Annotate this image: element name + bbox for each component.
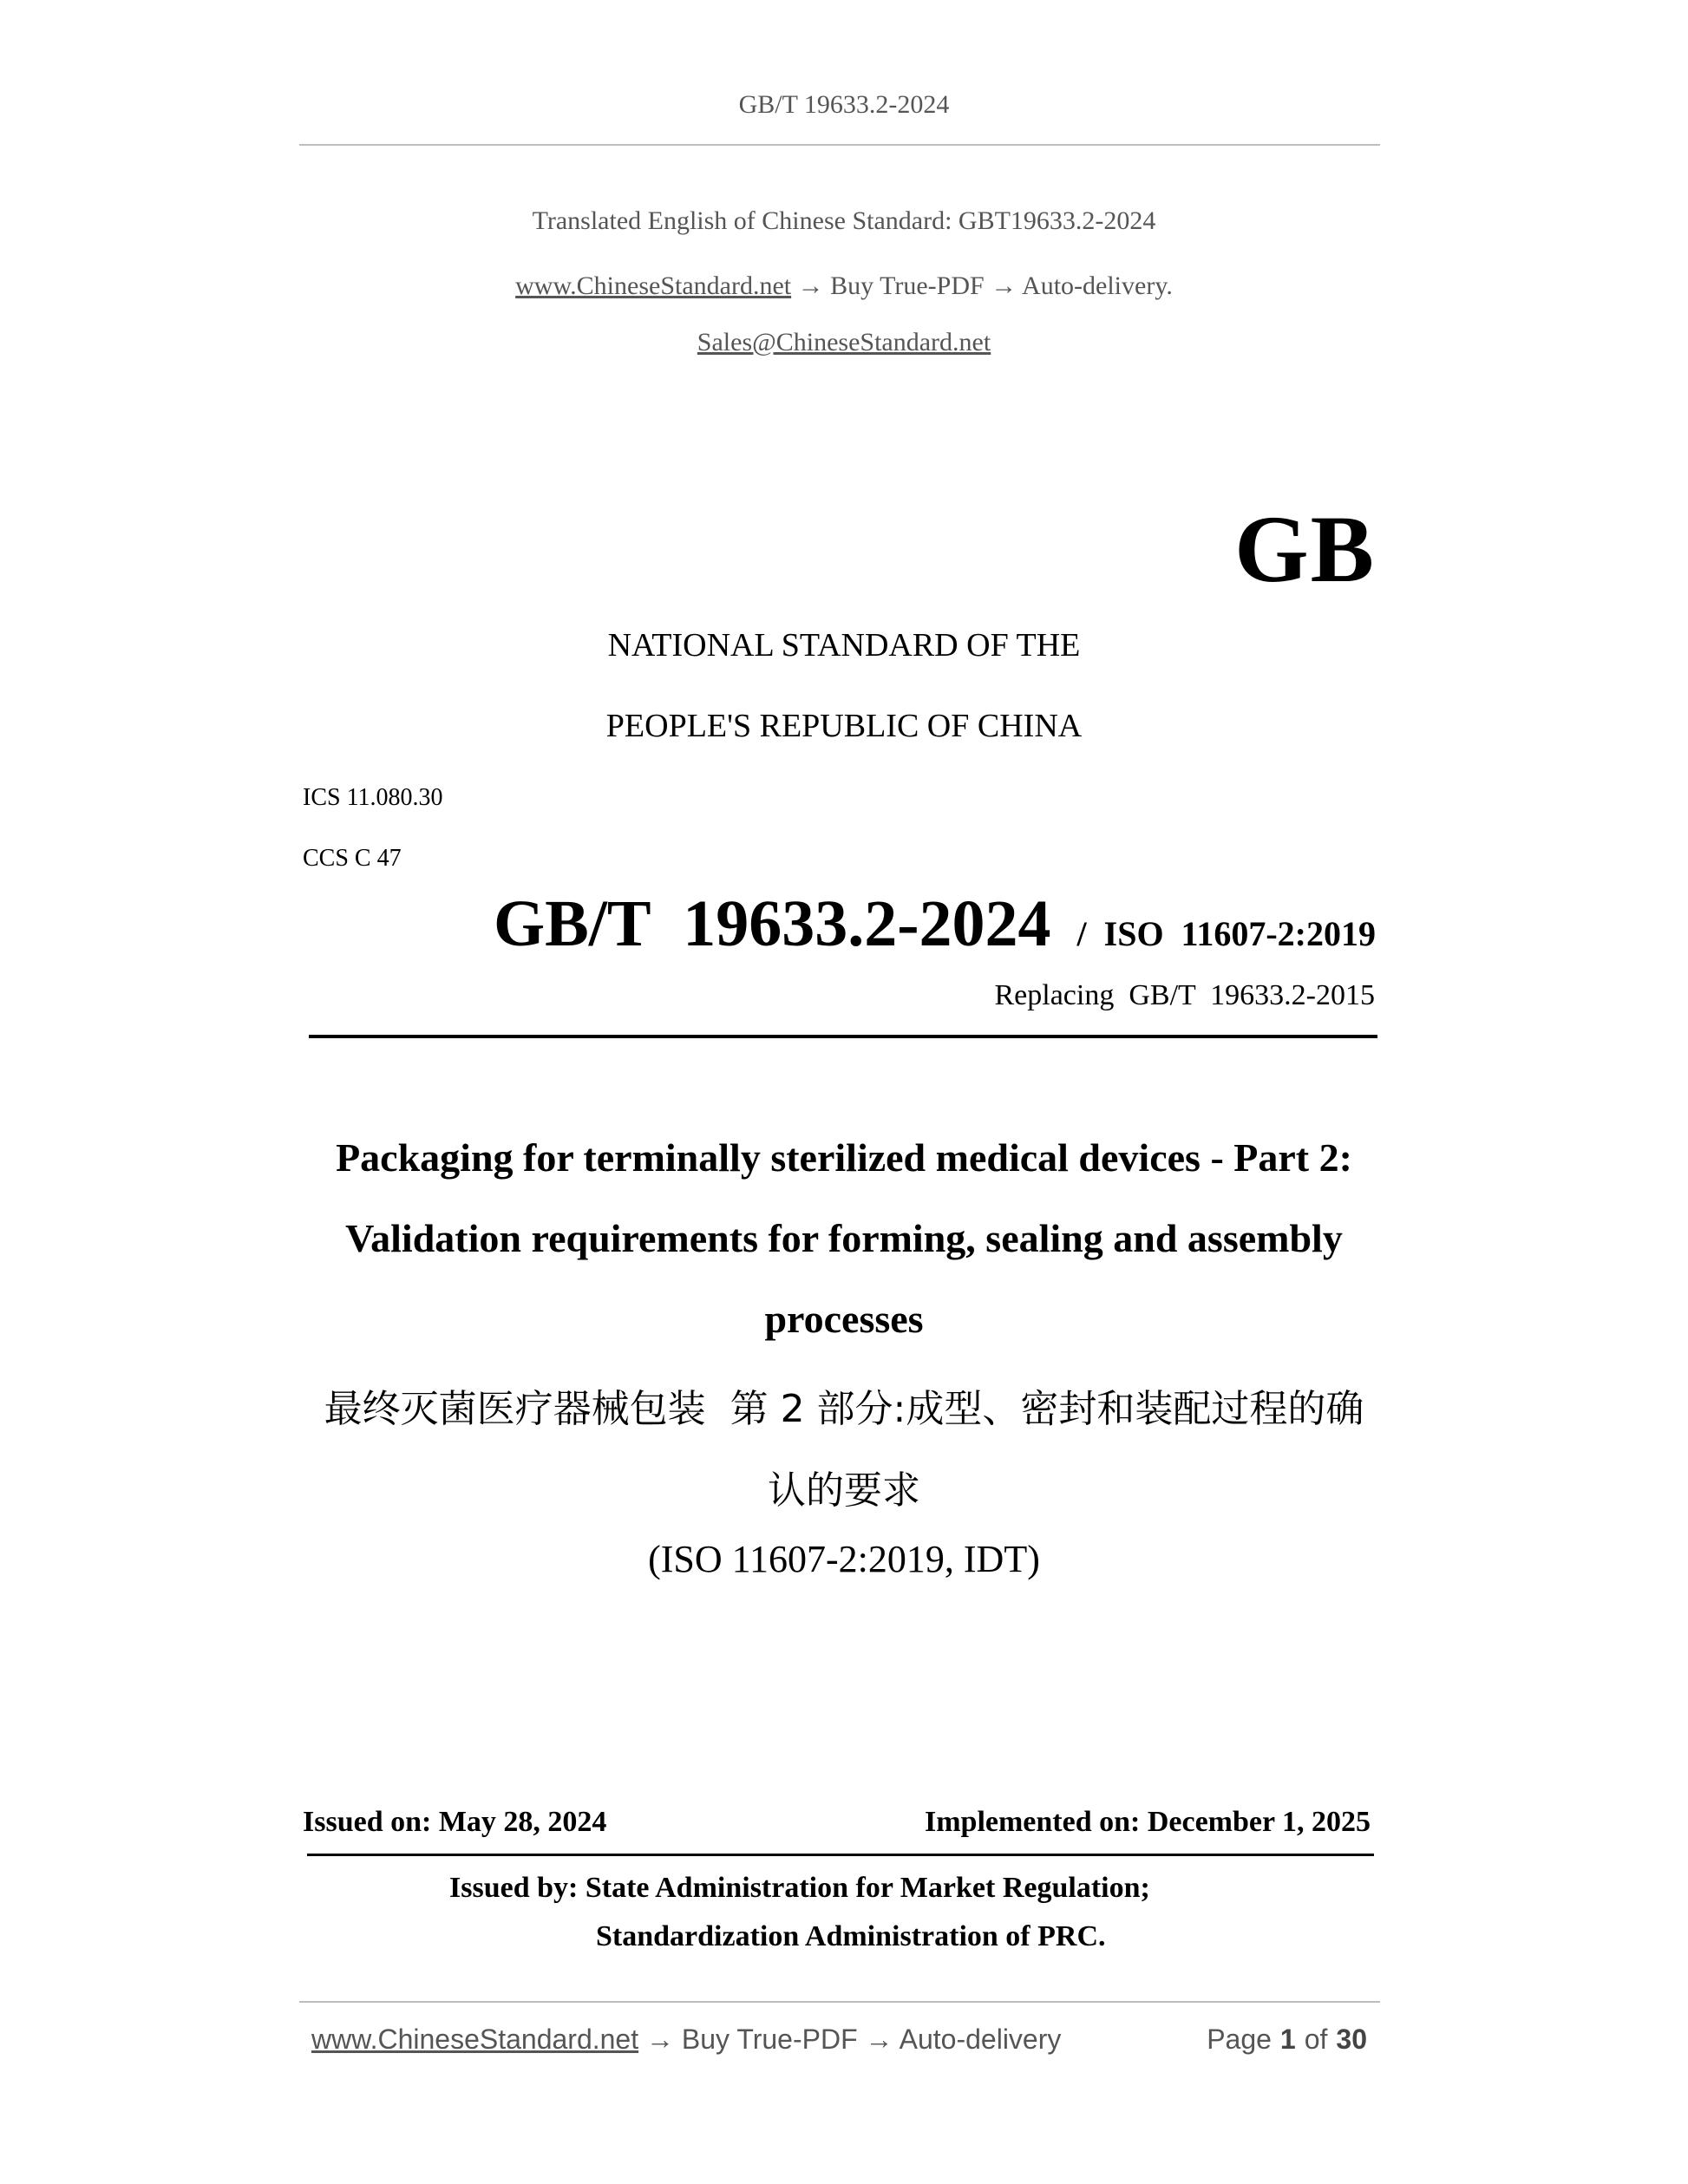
issuer-line1: Issued by: State Administration for Market Regulation;: [449, 1872, 1150, 1904]
page-indicator: [1207, 2024, 1367, 2056]
footer-promo-text: → Buy True-PDF → Auto-delivery: [646, 2024, 1062, 2055]
issuer-line2: Standardization Administration of PRC.: [596, 1920, 1106, 1952]
gb-logo: GB: [1234, 496, 1376, 602]
page-total: 30: [1336, 2024, 1367, 2055]
header-divider: [299, 144, 1380, 146]
title-english-line3: processes: [764, 1297, 924, 1341]
promo-line: [0, 271, 1688, 301]
title-divider: [309, 1035, 1377, 1038]
iso-reference: / ISO 11607-2:2019: [1076, 914, 1376, 953]
sales-line: [0, 328, 1688, 357]
page-of-label: of: [1304, 2024, 1328, 2055]
adoption-note: (ISO 11607-2:2019, IDT): [648, 1538, 1040, 1580]
title-chinese-line2: 认的要求: [768, 1468, 920, 1513]
title-english-line2: Validation requirements for forming, sealing and assembly: [345, 1216, 1343, 1260]
national-title-line1: NATIONAL STANDARD OF THE: [607, 627, 1081, 664]
issued-date: Issued on: May 28, 2024: [303, 1806, 607, 1838]
dates-divider: [307, 1854, 1374, 1856]
sales-email-link[interactable]: Sales@ChineseStandard.net: [697, 328, 991, 356]
national-title-line2: PEOPLE'S REPUBLIC OF CHINA: [605, 708, 1083, 744]
ics-code: ICS 11.080.30: [303, 784, 443, 811]
translation-notice: Translated English of Chinese Standard: GBT19633.2-2024: [532, 206, 1156, 235]
implemented-date: Implemented on: December 1, 2025: [924, 1806, 1371, 1838]
footer-divider: [299, 2001, 1380, 2003]
ccs-code: CCS C 47: [303, 845, 402, 872]
standard-number: GB/T 19633.2-2024: [493, 887, 1051, 960]
standard-number-row: [494, 886, 1376, 962]
footer-site-link[interactable]: www.ChineseStandard.net: [311, 2024, 639, 2055]
site-link[interactable]: www.ChineseStandard.net: [515, 271, 792, 300]
page-current: 1: [1279, 2024, 1296, 2055]
promo-text: → Buy True-PDF → Auto-delivery.: [797, 271, 1173, 300]
page-label: Page: [1207, 2024, 1272, 2055]
header-doc-id: GB/T 19633.2-2024: [738, 90, 950, 119]
title-english-line1: Packaging for terminally sterilized medical devices - Part 2:: [336, 1135, 1352, 1180]
footer-promo: [311, 2024, 1061, 2056]
title-chinese-line1: 最终灭菌医疗器械包装 第 2 部分:成型、密封和装配过程的确: [324, 1387, 1364, 1431]
replacing-standard: Replacing GB/T 19633.2-2015: [994, 979, 1375, 1011]
